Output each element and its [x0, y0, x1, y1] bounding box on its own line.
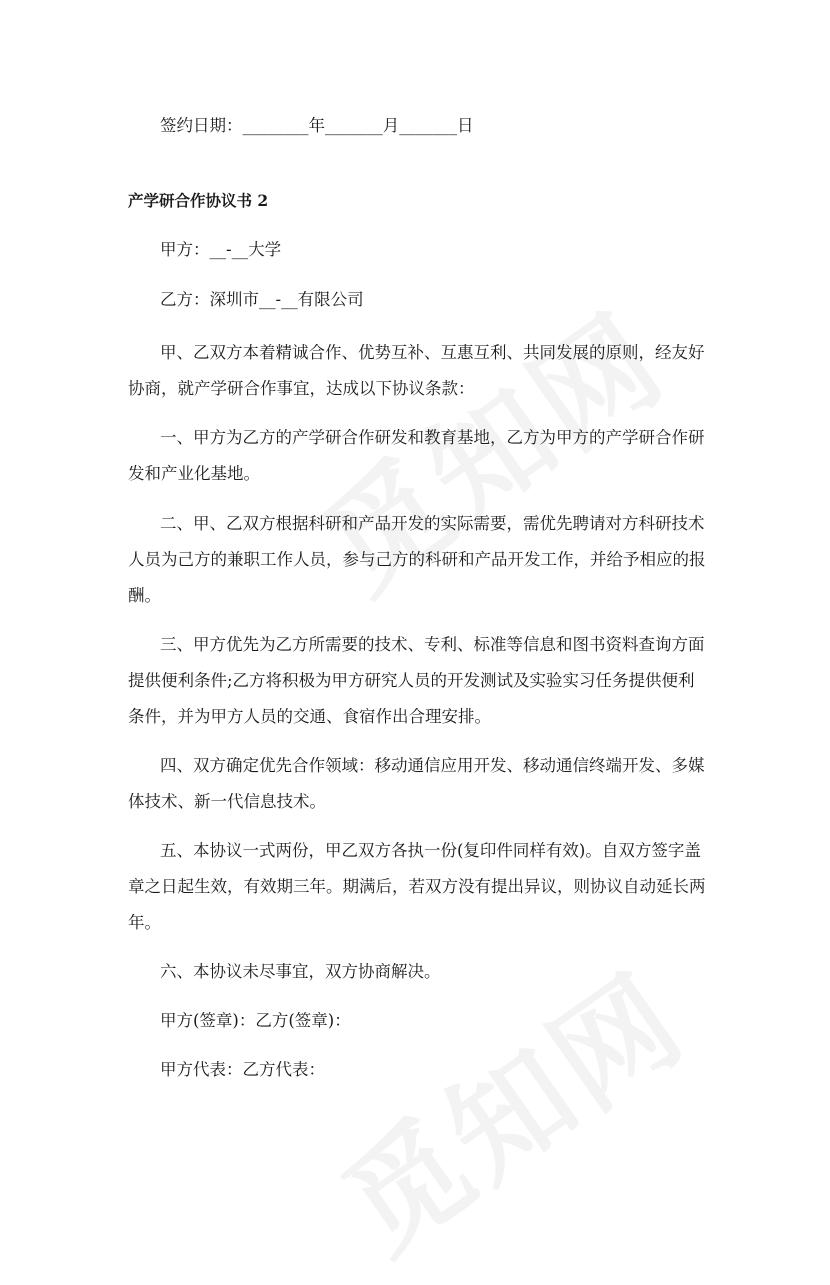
representative-line: 甲方代表：乙方代表： — [160, 1060, 325, 1079]
seal-line: 甲方(签章)：乙方(签章)： — [160, 1011, 351, 1030]
clause5-line-2: 章之日起生效，有效期三年。期满后，若双方没有提出异议，则协议自动延长两 — [128, 877, 706, 896]
clause6: 六、本协议未尽事宜，双方协商解决。 — [160, 962, 441, 981]
clause2-line-2: 人员为己方的兼职工作人员，参与己方的科研和产品开发工作，并给予相应的报 — [128, 550, 706, 569]
document-title: 产学研合作协议书 2 — [128, 191, 269, 210]
intro-line-1: 甲、乙双方本着精诚合作、优势互补、互惠互利、共同发展的原则，经友好 — [160, 343, 705, 362]
clause1-line-1: 一、甲方为乙方的产学研合作研发和教育基地，乙方为甲方的产学研合作研 — [160, 428, 705, 447]
party-a: 甲方：__-__大学 — [160, 240, 282, 259]
clause2-line-1: 二、甲、乙双方根据科研和产品开发的实际需要，需优先聘请对方科研技术 — [160, 514, 705, 533]
clause2-line-3: 酬。 — [128, 586, 161, 605]
clause4-line-2: 体技术、新一代信息技术。 — [128, 792, 326, 811]
clause5-line-3: 年。 — [128, 913, 161, 932]
sign-date: 签约日期：________年_______月_______日 — [160, 116, 474, 135]
clause1-line-2: 发和产业化基地。 — [128, 464, 260, 483]
intro-line-2: 协商，就产学研合作事宜，达成以下协议条款： — [128, 379, 475, 398]
clause3-line-1: 三、甲方优先为乙方所需要的技术、专利、标准等信息和图书资料查询方面 — [160, 635, 705, 654]
clause3-line-2: 提供便利条件;乙方将积极为甲方研究人员的开发测试及实验实习任务提供便利 — [128, 671, 695, 690]
clause4-line-1: 四、双方确定优先合作领域：移动通信应用开发、移动通信终端开发、多媒 — [160, 756, 705, 775]
clause3-line-3: 条件，并为甲方人员的交通、食宿作出合理安排。 — [128, 707, 491, 726]
clause5-line-1: 五、本协议一式两份，甲乙双方各执一份(复印件同样有效)。自双方签字盖 — [160, 841, 701, 860]
party-b: 乙方：深圳市__-__有限公司 — [160, 290, 364, 309]
